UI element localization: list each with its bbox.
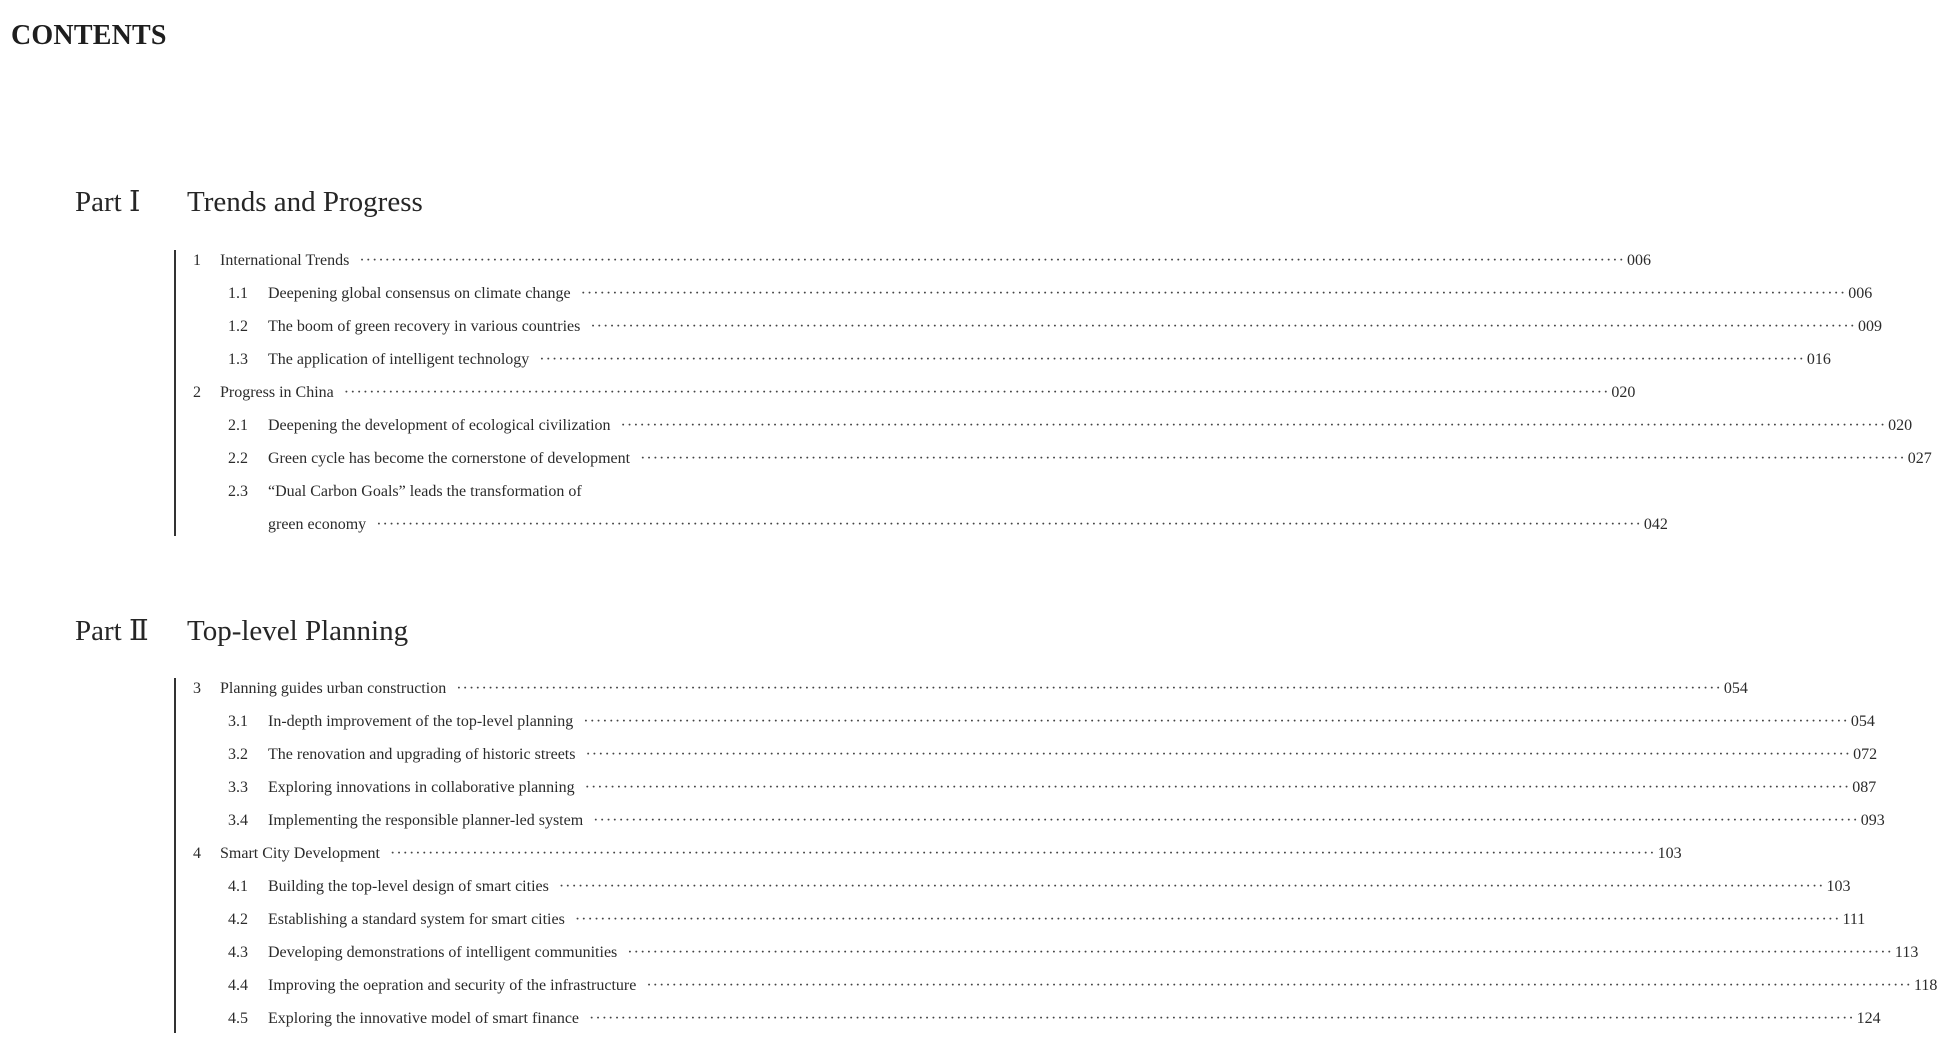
leader-dots: ········································································································································································································ bbox=[646, 977, 1912, 994]
toc-entry-1-3[interactable] bbox=[228, 351, 1831, 373]
toc-entry-number: 3.1 bbox=[228, 713, 248, 730]
toc-entry-1-2[interactable] bbox=[228, 318, 1882, 340]
toc-entry-page: 103 bbox=[1657, 845, 1682, 862]
toc-entry-3-3[interactable] bbox=[228, 779, 1877, 801]
part-2-name: Top-level Planning bbox=[187, 615, 409, 647]
toc-entry-number: 2.2 bbox=[228, 450, 248, 467]
toc-entry-page: 042 bbox=[1643, 516, 1668, 533]
toc-entry-number: 3.2 bbox=[228, 746, 248, 763]
toc-entry-4-2[interactable] bbox=[228, 911, 1866, 933]
toc-entry-page: 016 bbox=[1806, 351, 1831, 368]
toc-entry-text: The boom of green recovery in various countries bbox=[268, 318, 581, 335]
part-2-title bbox=[75, 613, 408, 648]
toc-entry-page: 020 bbox=[1888, 417, 1913, 434]
part-1-number: Part Ⅰ bbox=[75, 186, 141, 218]
toc-entry-page: 009 bbox=[1857, 318, 1882, 335]
toc-entry-page: 020 bbox=[1611, 384, 1636, 401]
toc-entry-text: The renovation and upgrading of historic streets bbox=[268, 746, 576, 763]
toc-entry-page: 103 bbox=[1826, 878, 1851, 895]
toc-entry-text: Deepening global consensus on climate change bbox=[268, 285, 571, 302]
leader-dots: ········································································································································································································ bbox=[456, 680, 1722, 697]
toc-entry-4-5[interactable] bbox=[228, 1010, 1881, 1032]
toc-entry-page: 087 bbox=[1852, 779, 1877, 796]
leader-dots: ········································································································································································································ bbox=[590, 318, 1856, 335]
toc-entry-text: Planning guides urban construction bbox=[220, 680, 447, 697]
toc-entry-text: green economy bbox=[268, 516, 367, 533]
toc-entry-2-3-continued[interactable] bbox=[228, 516, 1668, 538]
toc-entry-2-2[interactable] bbox=[228, 450, 1932, 472]
toc-entry-4-4[interactable] bbox=[228, 977, 1937, 999]
toc-entry-page: 118 bbox=[1913, 977, 1937, 994]
toc-entry-number: 3.3 bbox=[228, 779, 248, 796]
toc-entry-page: 111 bbox=[1842, 911, 1866, 928]
toc-entry-text: “Dual Carbon Goals” leads the transformation of bbox=[268, 483, 582, 500]
toc-entry-3-4[interactable] bbox=[228, 812, 1885, 834]
toc-entry-page: 054 bbox=[1723, 680, 1748, 697]
toc-entry-page: 113 bbox=[1894, 944, 1919, 961]
toc-entry-number: 4.3 bbox=[228, 944, 248, 961]
toc-entry-text: Establishing a standard system for smart cities bbox=[268, 911, 565, 928]
toc-entry-page: 072 bbox=[1853, 746, 1878, 763]
toc-entry-page: 093 bbox=[1860, 812, 1885, 829]
toc-entry-text: Green cycle has become the cornerstone of development bbox=[268, 450, 631, 467]
toc-entry-4-3[interactable] bbox=[228, 944, 1919, 966]
toc-entry-text: Progress in China bbox=[220, 384, 334, 401]
leader-dots: ········································································································································································································ bbox=[580, 285, 1847, 302]
toc-entry-page: 006 bbox=[1848, 285, 1873, 302]
toc-entry-3-1[interactable] bbox=[228, 713, 1875, 735]
toc-entry-text: Exploring the innovative model of smart finance bbox=[268, 1010, 580, 1027]
contents-heading: CONTENTS bbox=[11, 20, 167, 51]
toc-entry-2-3[interactable] bbox=[228, 483, 724, 505]
toc-entry-2-1[interactable] bbox=[228, 417, 1913, 439]
leader-dots: ········································································································································································································ bbox=[343, 384, 1610, 401]
leader-dots: ········································································································································································································ bbox=[620, 417, 1887, 434]
toc-entry-number: 4.5 bbox=[228, 1010, 248, 1027]
leader-dots: ········································································································································································································ bbox=[593, 812, 1859, 829]
toc-entry-text: Smart City Development bbox=[220, 845, 380, 862]
leader-dots: ········································································································································································································ bbox=[640, 450, 1906, 467]
toc-entry-number: 1 bbox=[193, 252, 201, 269]
part-2-divider bbox=[174, 678, 176, 1033]
leader-dots: ········································································································································································································ bbox=[558, 878, 1825, 895]
toc-entry-1-1[interactable] bbox=[228, 285, 1873, 307]
toc-entry-text: Implementing the responsible planner-led system bbox=[268, 812, 584, 829]
part-1-name: Trends and Progress bbox=[187, 186, 423, 218]
toc-entry-text: Exploring innovations in collaborative planning bbox=[268, 779, 575, 796]
leader-dots: ········································································································································································································ bbox=[585, 746, 1852, 763]
toc-entry-text: Deepening the development of ecological civilization bbox=[268, 417, 611, 434]
toc-entry-3-2[interactable] bbox=[228, 746, 1878, 768]
toc-entry-text: In-depth improvement of the top-level planning bbox=[268, 713, 574, 730]
toc-entry-number: 1.3 bbox=[228, 351, 248, 368]
toc-entry-2[interactable] bbox=[193, 384, 1636, 406]
toc-entry-number: 3.4 bbox=[228, 812, 248, 829]
leader-dots: ········································································································································································································ bbox=[376, 516, 1642, 533]
toc-entry-text: Developing demonstrations of intelligent communities bbox=[268, 944, 618, 961]
toc-entry-number: 2.1 bbox=[228, 417, 248, 434]
toc-entry-4-1[interactable] bbox=[228, 878, 1851, 900]
leader-dots: ········································································································································································································ bbox=[389, 845, 1656, 862]
toc-entry-1[interactable] bbox=[193, 252, 1651, 274]
toc-entry-number: 2.3 bbox=[228, 483, 248, 500]
toc-entry-3[interactable] bbox=[193, 680, 1748, 702]
toc-entry-number: 3 bbox=[193, 680, 201, 697]
toc-entry-number: 4.1 bbox=[228, 878, 248, 895]
toc-entry-text: Improving the oepration and security of the infrastructure bbox=[268, 977, 637, 994]
toc-entry-number: 2 bbox=[193, 384, 201, 401]
toc-entry-number: 4 bbox=[193, 845, 201, 862]
toc-entry-number: 4.4 bbox=[228, 977, 248, 994]
part-2-number: Part Ⅱ bbox=[75, 615, 149, 647]
part-1-title bbox=[75, 184, 423, 219]
leader-dots: ········································································································································································································ bbox=[584, 779, 1851, 796]
toc-entry-4[interactable] bbox=[193, 845, 1682, 867]
toc-entry-page: 006 bbox=[1626, 252, 1651, 269]
leader-dots: ········································································································································································································ bbox=[539, 351, 1805, 368]
toc-entry-page: 027 bbox=[1907, 450, 1932, 467]
leader-dots: ········································································································································································································ bbox=[359, 252, 1625, 269]
toc-entry-text: International Trends bbox=[220, 252, 350, 269]
leader-dots: ········································································································································································································ bbox=[583, 713, 1849, 730]
leader-dots: ········································································································································································································ bbox=[589, 1010, 1855, 1027]
leader-dots: ········································································································································································································ bbox=[627, 944, 1893, 961]
toc-entry-page: 054 bbox=[1850, 713, 1875, 730]
toc-entry-page: 124 bbox=[1856, 1010, 1881, 1027]
toc-entry-number: 4.2 bbox=[228, 911, 248, 928]
toc-entry-number: 1.1 bbox=[228, 285, 248, 302]
toc-entry-number: 1.2 bbox=[228, 318, 248, 335]
toc-entry-text: Building the top-level design of smart cities bbox=[268, 878, 549, 895]
leader-dots: ········································································································································································································ bbox=[574, 911, 1841, 928]
part-1-divider bbox=[174, 250, 176, 536]
toc-entry-text: The application of intelligent technology bbox=[268, 351, 530, 368]
